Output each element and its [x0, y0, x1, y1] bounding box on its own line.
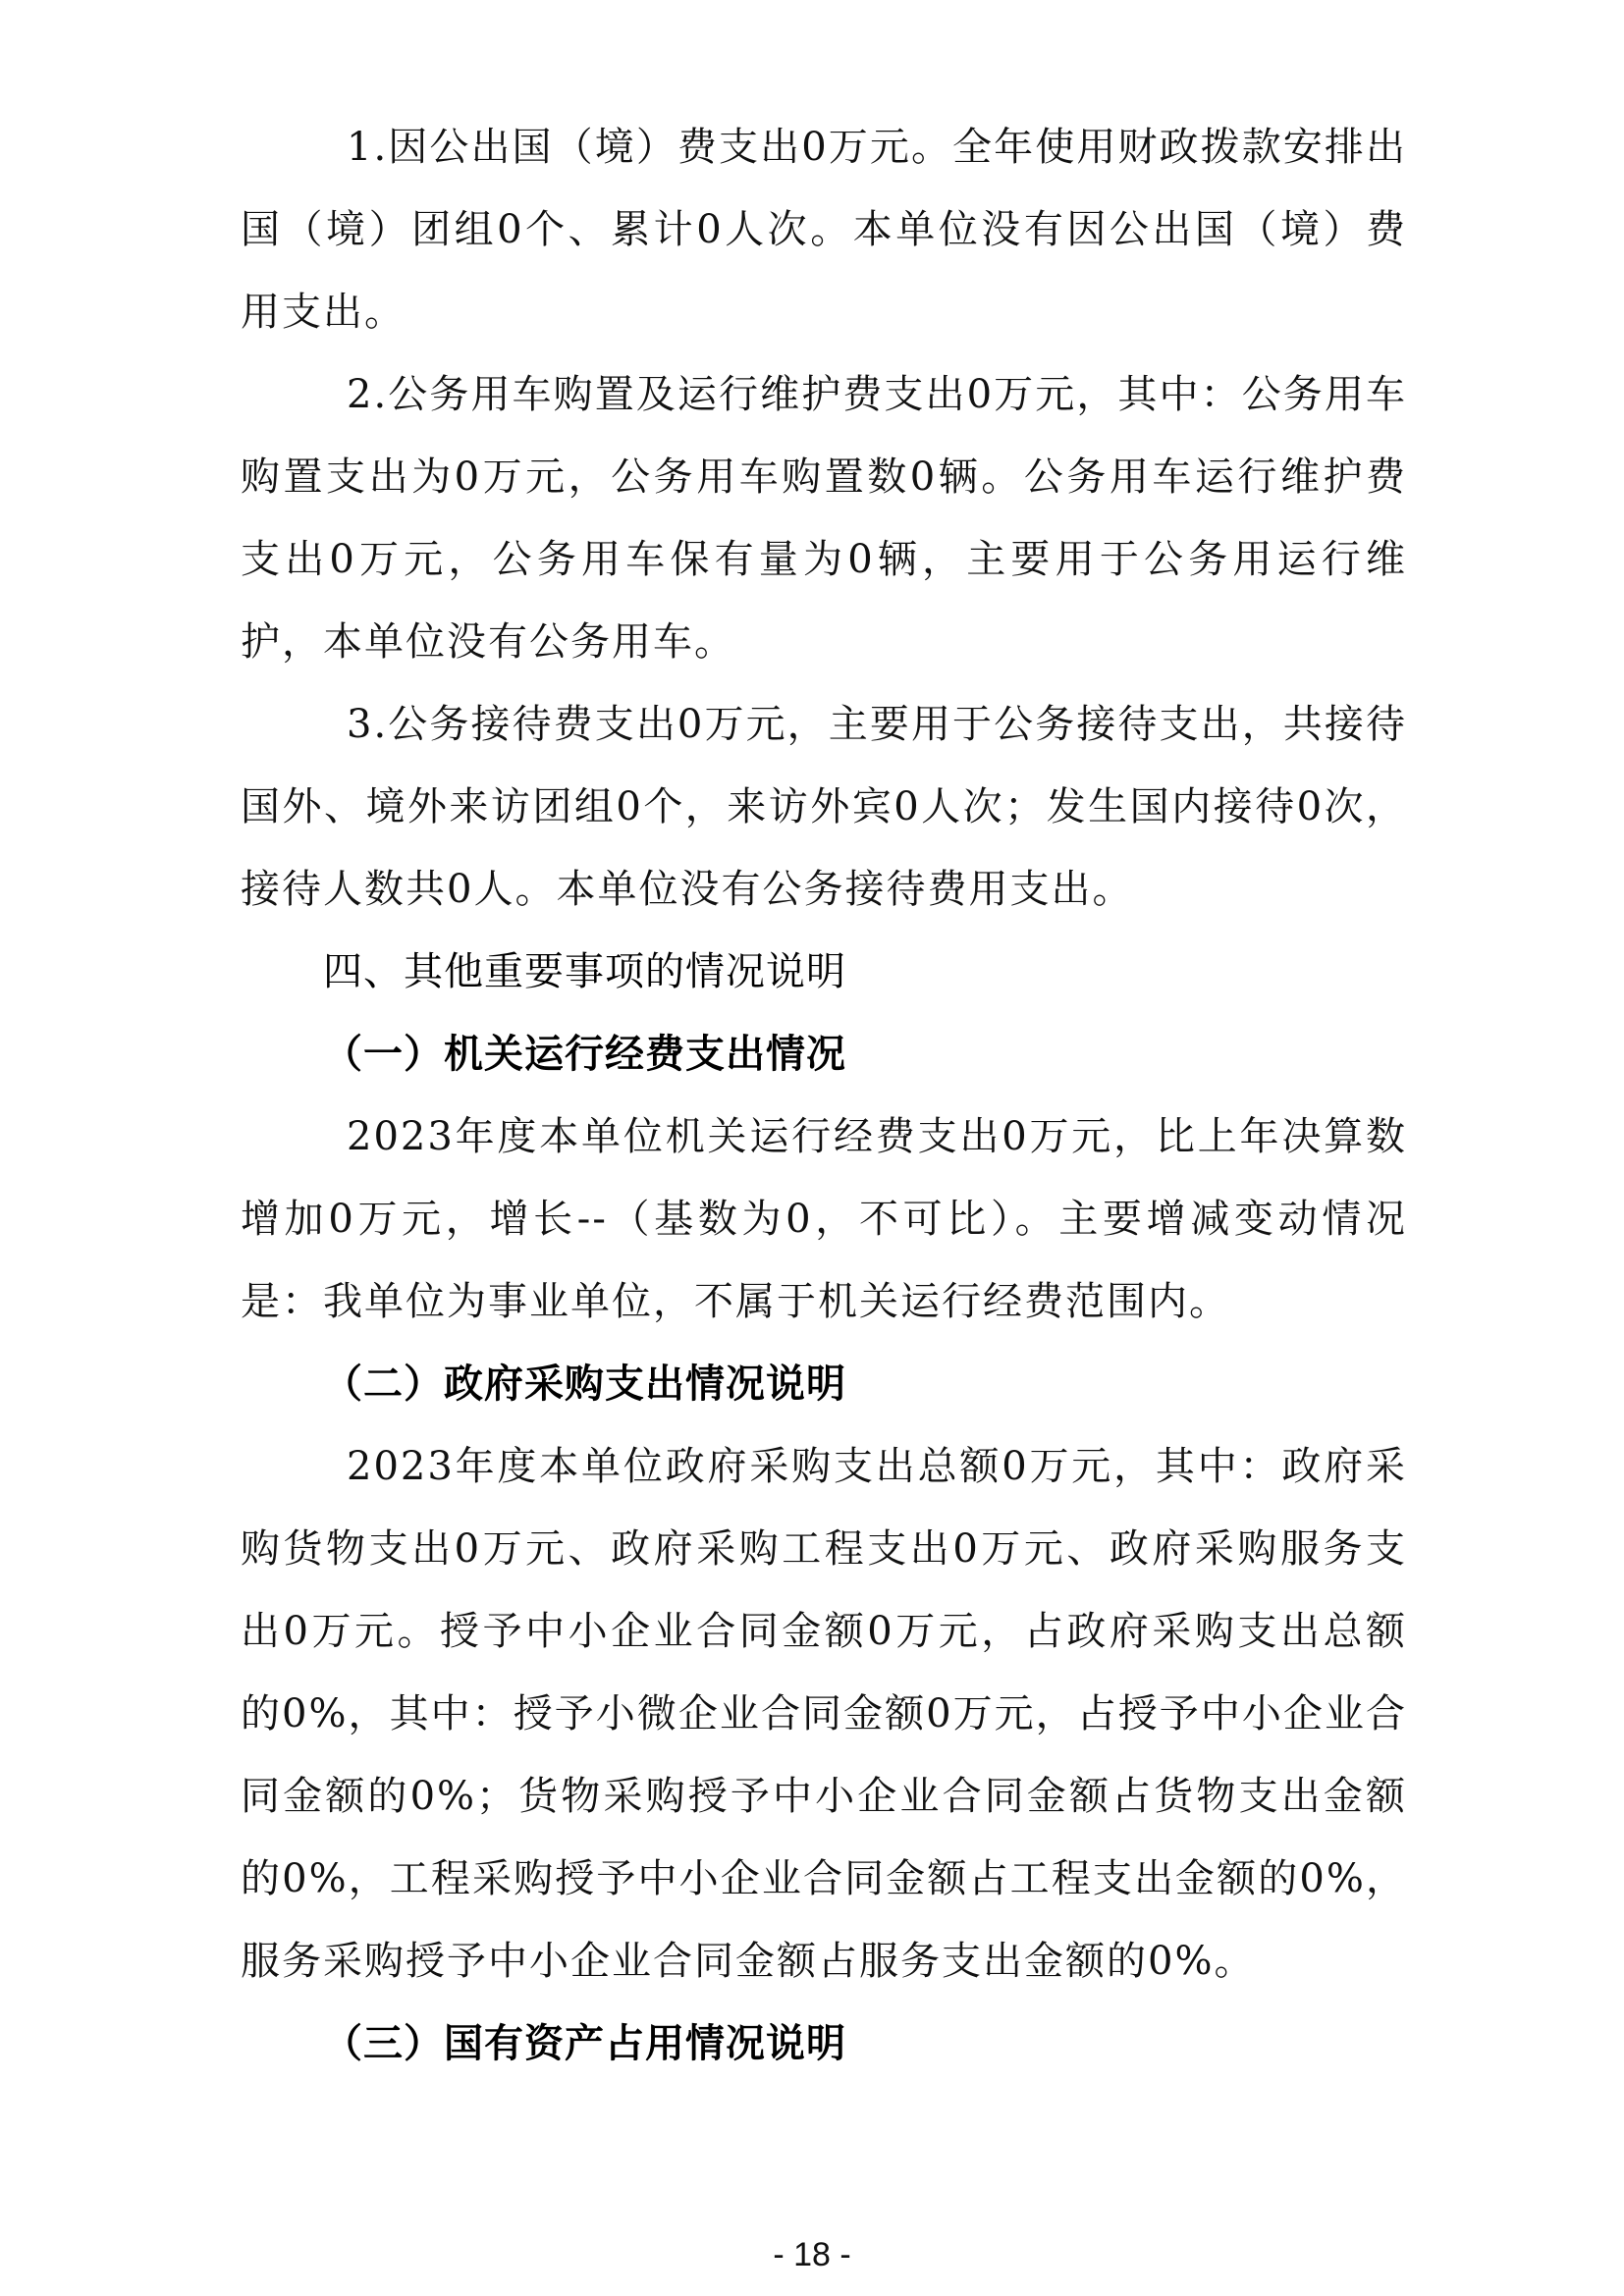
subsection-heading-operating-expenses: （一）机关运行经费支出情况 [323, 1032, 846, 1077]
subsection-heading-government-procurement: （二）政府采购支出情况说明 [323, 1362, 846, 1407]
paragraph-operating-expenses: 2023年度本单位机关运行经费支出0万元，比上年决算数增加0万元，增长--（基数为0，不可比）。主要增减变动情况是：我单位为事业单位，不属于机关运行经费范围内。 [241, 1114, 1407, 1324]
subsection-heading-state-assets: （三）国有资产占用情况说明 [323, 2021, 846, 2066]
page-number: - 18 - [773, 2236, 851, 2273]
page-content [241, 106, 1407, 2085]
paragraph-official-vehicles: 2.公务用车购置及运行维护费支出0万元，其中：公务用车购置支出为0万元，公务用车购置数0辆。公务用车运行维护费支出0万元，公务用车保有量为0辆，主要用于公务用运行维护，本单位没有公务用车。 [241, 372, 1407, 665]
paragraph-government-procurement: 2023年度本单位政府采购支出总额0万元，其中：政府采购货物支出0万元、政府采购工程支出0万元、政府采购服务支出0万元。授予中小企业合同金额0万元，占政府采购支出总额的0%，其中：授予小微企业合同金额0万元，占授予中小企业合同金额的0%；货物采购授予中小企业合同金额占货物支出金额的0%，工程采购授予中小企业合同金额占工程支出金额的0%，服务采购授予中小企业合同金额占服务支出金额的0%。 [241, 1444, 1407, 1984]
paragraph-overseas-travel: 1.因公出国（境）费支出0万元。全年使用财政拨款安排出国（境）团组0个、累计0人次。本单位没有因公出国（境）费用支出。 [241, 125, 1407, 335]
section-heading-other-matters: 四、其他重要事项的情况说明 [323, 949, 846, 994]
paragraph-official-reception: 3.公务接待费支出0万元，主要用于公务接待支出，共接待国外、境外来访团组0个，来访外宾0人次；发生国内接待0次，接待人数共0人。本单位没有公务接待费用支出。 [241, 702, 1407, 912]
